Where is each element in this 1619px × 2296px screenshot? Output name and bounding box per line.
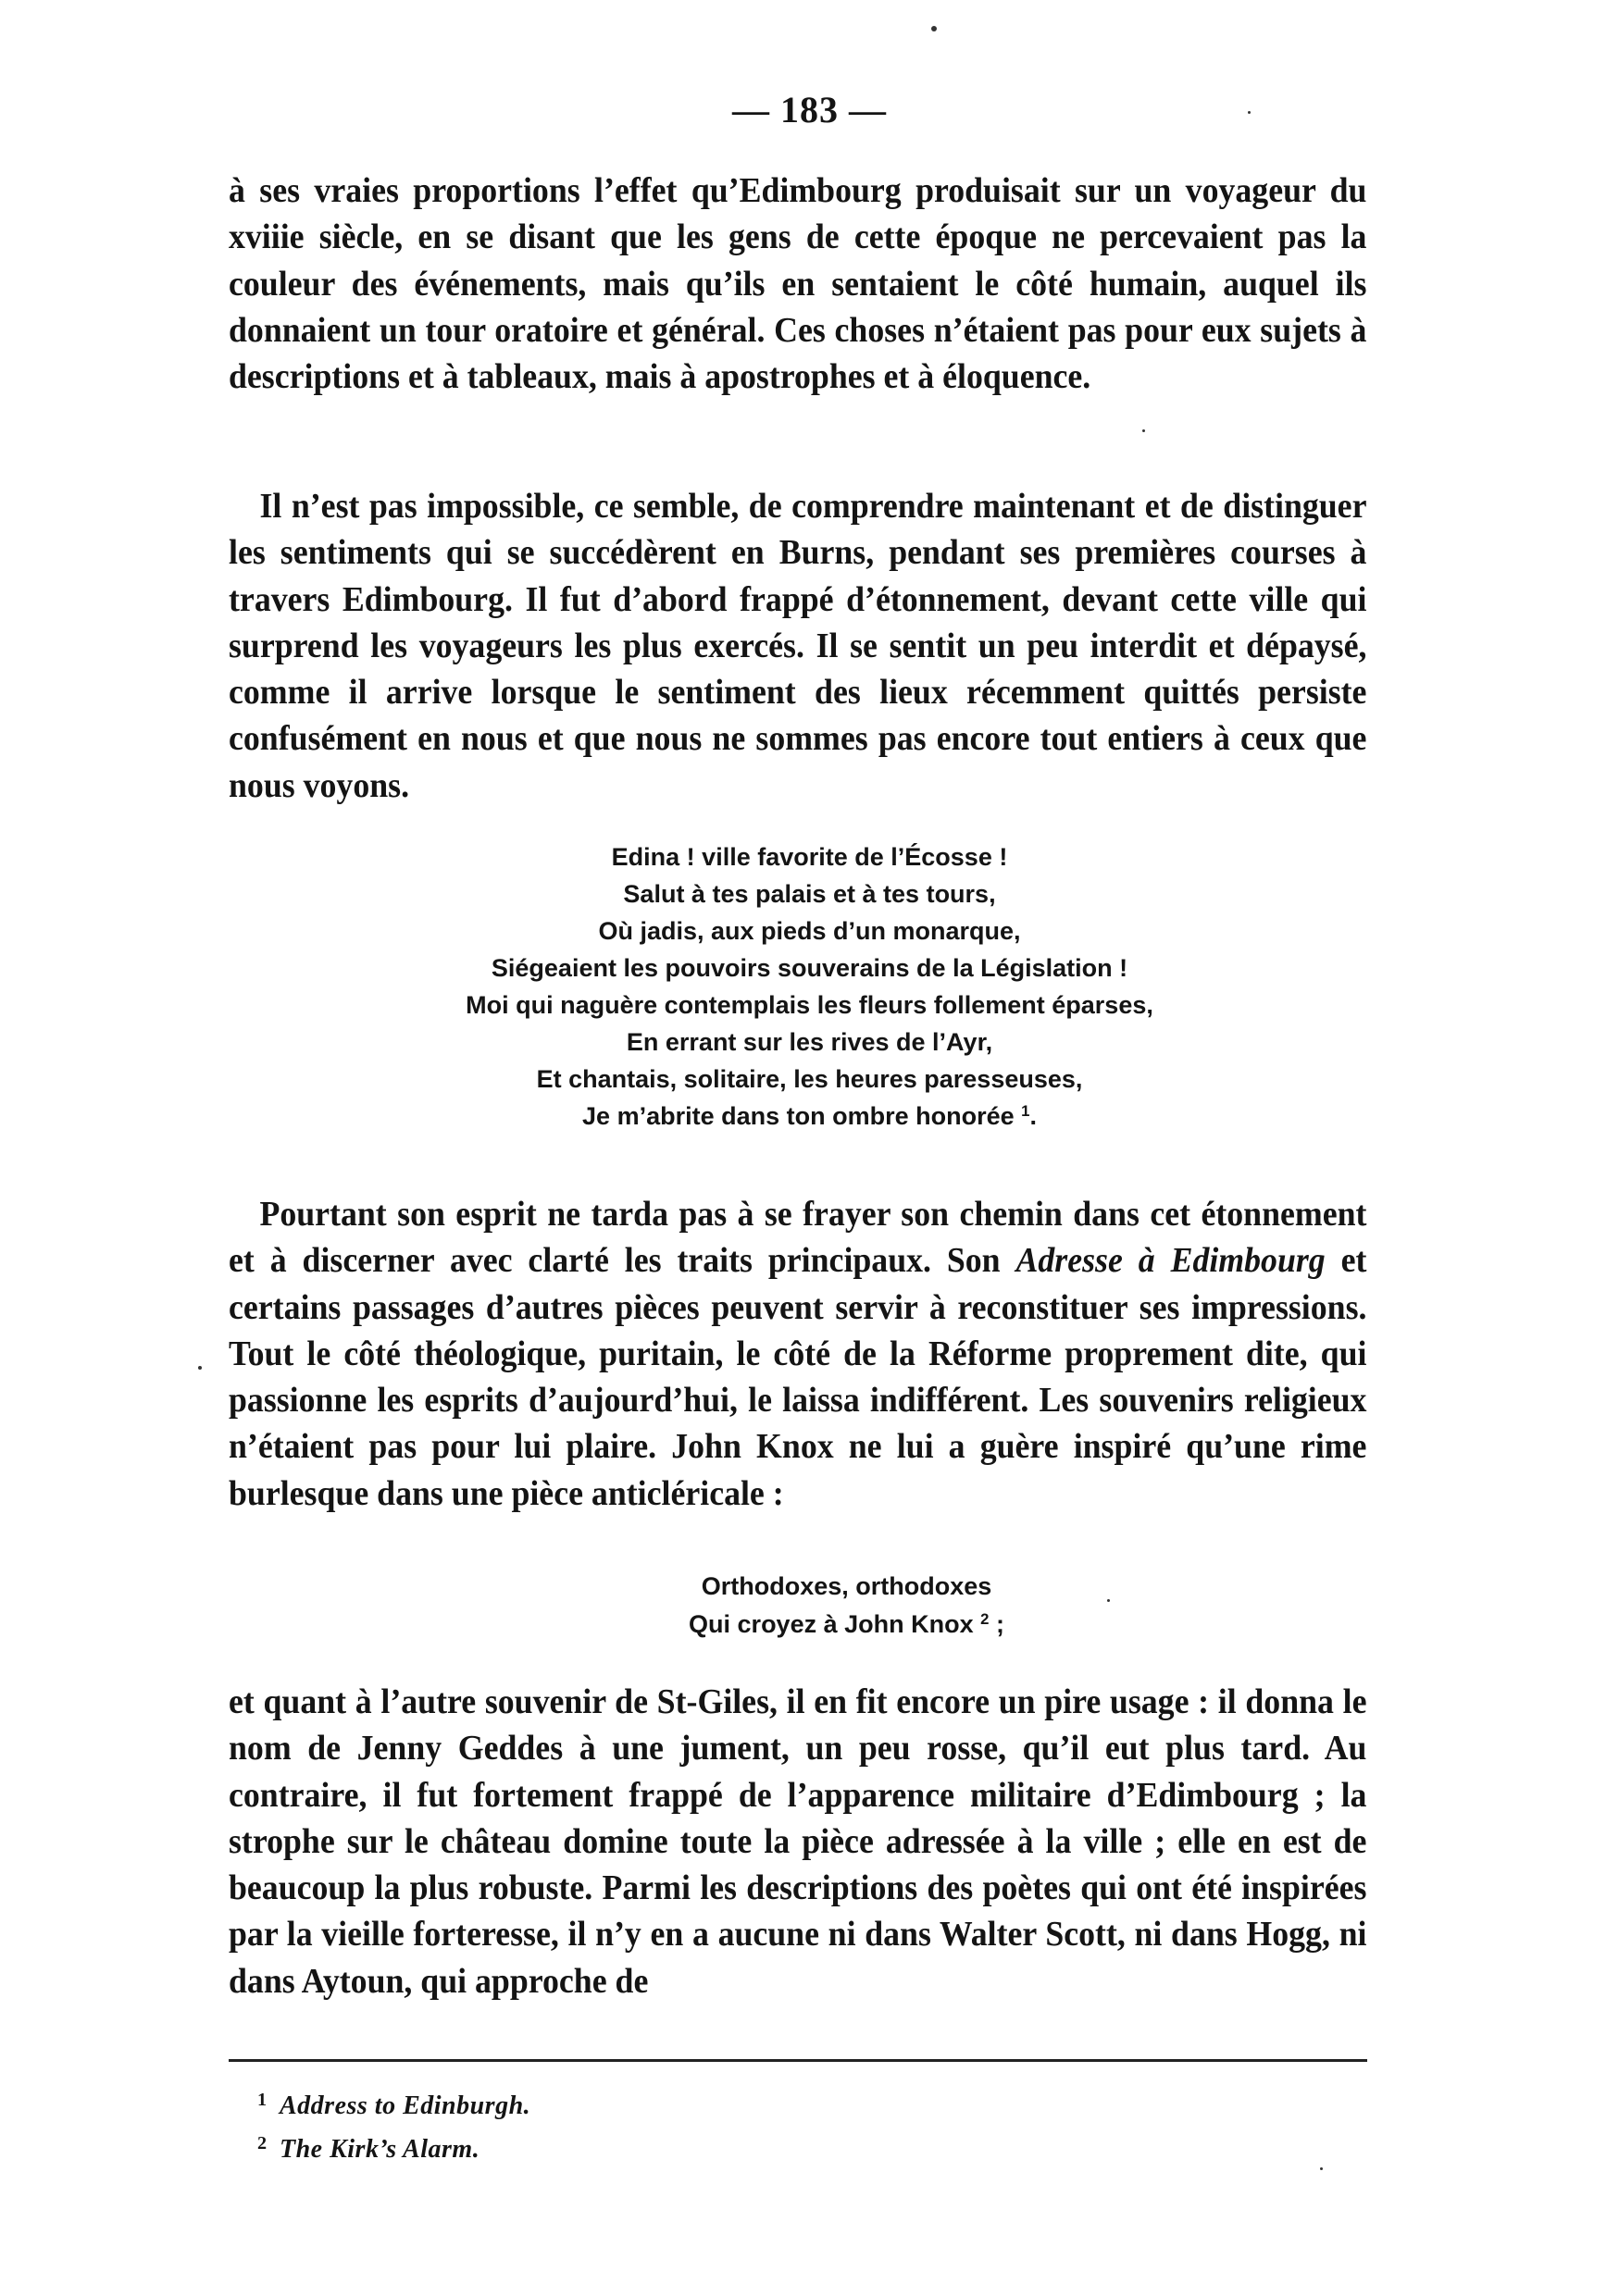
verse-line: Et chantais, solitaire, les heures paresseuses, bbox=[536, 1065, 1083, 1093]
paragraph-3 bbox=[229, 1191, 1366, 1517]
footnote-divider bbox=[229, 2059, 1367, 2062]
scan-speck bbox=[1107, 1599, 1110, 1602]
paragraph-2: Il n’est pas impossible, ce semble, de comprendre maintenant et de distinguer les sentiments qui se succédèrent en Burns, pendant ses premières courses à travers Edimbourg. Il fut d’abord frappé d’étonnement, devant cette ville qui surprend les voyageurs les plus exercés. Il se sentit un peu interdit et dépaysé, comme il arrive lorsque le sentiment des lieux récemment quittés persiste confusément en nous et que nous ne sommes pas encore tout entiers à ceux que nous voyons. bbox=[229, 487, 1367, 805]
paragraph-1: à ses vraies proportions l’effet qu’Edimbourg produisait sur un voyageur du xviiie siècle, en se disant que les gens de cette époque ne percevaient pas la couleur des événements, mais qu’ils en sentaient le côté humain, auquel ils donnaient un tour oratoire et général. Ces choses n’étaient pas pour eux sujets à descriptions et à tableaux, mais à apostrophes et à éloquence. bbox=[229, 171, 1367, 397]
verse-line-last bbox=[0, 1098, 1619, 1135]
work-title-adresse: Adresse à Edimbourg bbox=[1015, 1241, 1326, 1281]
verse-line: Orthodoxes, orthodoxes bbox=[701, 1572, 992, 1600]
scan-speck bbox=[198, 1366, 202, 1370]
paragraph-4: et quant à l’autre souvenir de St-Giles, il en fit encore un pire usage : il donna le nom de Jenny Geddes à une jument, un peu rosse, qu’il eut plus tard. Au contraire, il fut fortement frappé de l’apparence militaire d’Edimbourg ; la strophe sur le château domine toute la pièce adressée à la ville ; elle en est de beaucoup la plus robuste. Parmi les descriptions des poètes qui ont été inspirées par la vieille forteresse, il n’y en a aucune ni dans Walter Scott, ni dans Hogg, ni dans Aytoun, qui approche de bbox=[229, 1682, 1367, 2001]
scan-speck bbox=[1142, 429, 1145, 432]
verse-line: Où jadis, aux pieds d’un monarque, bbox=[598, 917, 1021, 945]
verse-line-text: Je m’abrite dans ton ombre honorée bbox=[582, 1102, 1015, 1130]
scan-speck bbox=[931, 26, 937, 31]
verse-quotation-edina bbox=[0, 838, 1619, 1135]
verse-line: Edina ! ville favorite de l’Écosse ! bbox=[611, 843, 1008, 871]
footnotes bbox=[257, 2081, 530, 2168]
footnote-2 bbox=[257, 2125, 530, 2168]
verse-line-end: . bbox=[1029, 1102, 1037, 1130]
footnote-text: The Kirk’s Alarm. bbox=[280, 2135, 480, 2165]
verse-line: Siégeaient les pouvoirs souverains de la Législation ! bbox=[491, 954, 1128, 982]
footnote-1 bbox=[257, 2081, 530, 2125]
footnote-number: 1 bbox=[257, 2090, 268, 2110]
verse-line: En errant sur les rives de l’Ayr, bbox=[626, 1028, 993, 1056]
verse-line-text: Qui croyez à John Knox bbox=[689, 1610, 974, 1638]
footnote-ref-1: 1 bbox=[1021, 1101, 1030, 1120]
verse-quotation-knox bbox=[0, 1568, 1619, 1644]
footnote-number: 2 bbox=[257, 2133, 268, 2154]
verse-line: Moi qui naguère contemplais les fleurs follement éparses, bbox=[466, 991, 1153, 1019]
footnote-text: Address to Edinburgh. bbox=[280, 2091, 531, 2121]
footnote-ref-2: 2 bbox=[980, 1609, 990, 1628]
scan-speck bbox=[1320, 2167, 1323, 2170]
verse-line: Salut à tes palais et à tes tours, bbox=[623, 880, 996, 908]
scan-speck bbox=[1248, 111, 1251, 114]
paragraph-3-text-b: et certains passages d’autres pièces peuvent servir à reconstituer ses impressions. Tout le côté théologique, puritain, le côté de la Réforme proprement dite, qui passionne les esprits d’aujourd’hui, le laissa indifférent. Les souvenirs religieux n’étaient pas pour lui plaire. John Knox ne lui a guère inspiré qu’une rime burlesque dans une pièce anticléricale : bbox=[229, 1241, 1367, 1513]
verse-line-last bbox=[37, 1606, 1619, 1644]
paragraph-3-text-a: Pourtant son esprit ne tarda pas à se frayer son chemin dans cet étonnement et à discerner avec clarté les traits principaux. Son bbox=[229, 1195, 1367, 1281]
verse-line-end: ; bbox=[989, 1610, 1004, 1638]
page-number: — 183 — bbox=[732, 89, 887, 130]
